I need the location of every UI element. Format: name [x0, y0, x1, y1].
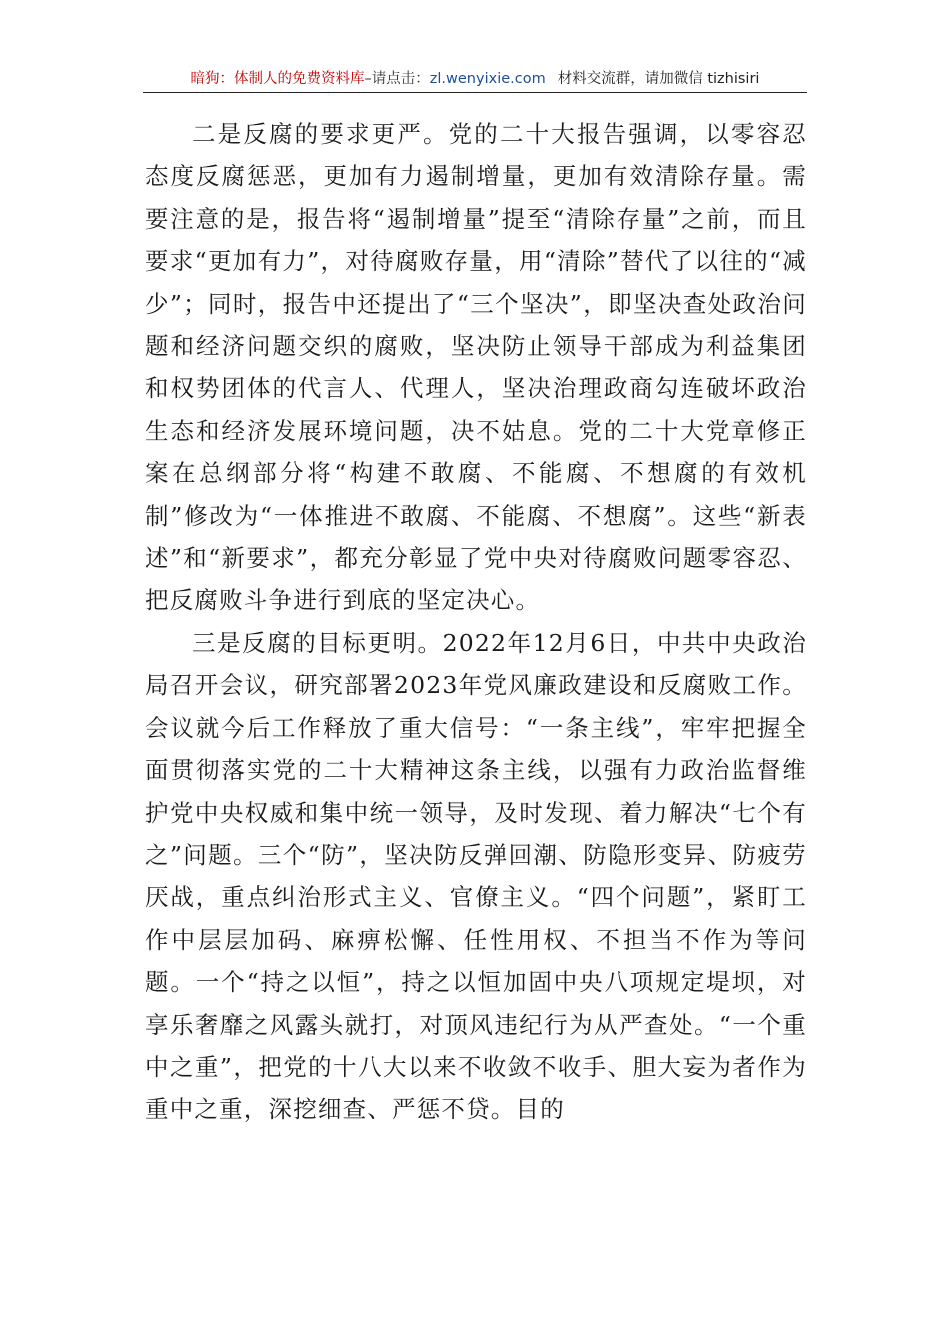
document-body	[145, 113, 807, 1131]
click-label: –请点击：	[364, 71, 430, 87]
paragraph-2: 二是反腐的要求更严。党的二十大报告强调，以零容忍态度反腐惩恶，更加有力遏制增量，更加有效清除存量。需要注意的是，报告将“遏制增量”提至“清除存量”之前，而且要求“更加有力”，对待腐败存量，用“清除”替代了以往的“减少”；同时，报告中还提出了“三个坚决”，即坚决查处政治问题和经济问题交织的腐败，坚决防止领导干部成为利益集团和权势团体的代言人、代理人，坚决治理政商勾连破坏政治生态和经济发展环境问题，决不姑息。党的二十大党章修正案在总纲部分将“构建不敢腐、不能腐、不想腐的有效机制”修改为“一体推进不敢腐、不能腐、不想腐”。这些“新表述”和“新要求”，都充分彰显了党中央对待腐败问题零容忍、把反腐败斗争进行到底的坚定决心。	[145, 120, 807, 615]
paragraph-3: 三是反腐的目标更明。2022年12月6日，中共中央政治局召开会议，研究部署2023年党风廉政建设和反腐败工作。会议就今后工作释放了重大信号：“一条主线”，牢牢把握全面贯彻落实党的二十大精神这条主线，以强有力政治监督维护党中央权威和集中统一领导，及时发现、着力解决“七个有之”问题。三个“防”，坚决防反弹回潮、防隐形变异、防疲劳厌战，重点纠治形式主义、官僚主义。“四个问题”，紧盯工作中层层加码、麻痹松懈、任性用权、不担当不作为等问题。一个“持之以恒”，持之以恒加固中央八项规定堤坝，对享乐奢靡之风露头就打，对顶风违纪行为从严查处。“一个重中之重”，把党的十八大以来不收敛不收手、胆大妄为者作为重中之重，深挖细查、严惩不贷。目的	[145, 628, 807, 1124]
page-header	[143, 66, 807, 93]
wechat-note: 材料交流群，请加微信 tizhisiri	[557, 71, 760, 87]
site-link[interactable]: zl.wenyixie.com	[429, 71, 546, 87]
library-label: 暗狗：体制人的免费资料库	[190, 71, 365, 87]
